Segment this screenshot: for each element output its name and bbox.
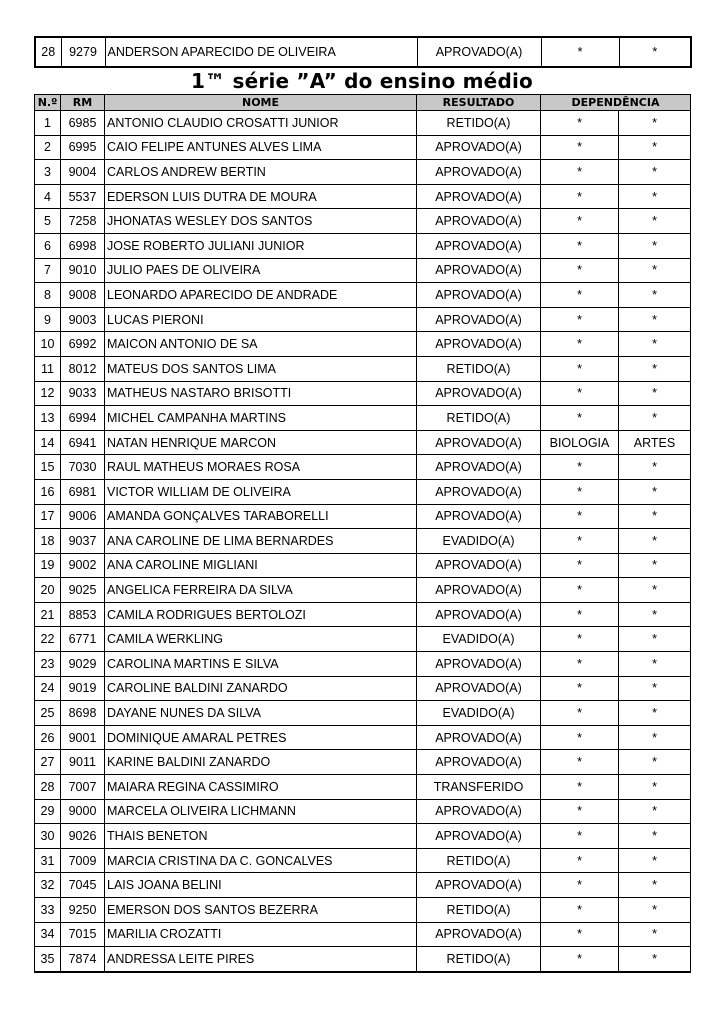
header-number: N.º (35, 95, 61, 111)
row-name: ANDRESSA LEITE PIRES (105, 947, 417, 972)
row-dependency-1: * (541, 824, 619, 849)
row-dependency-2: * (619, 701, 691, 726)
row-number: 9 (35, 307, 61, 332)
row-number: 34 (35, 922, 61, 947)
row-number: 20 (35, 578, 61, 603)
row-name: KARINE BALDINI ZANARDO (105, 750, 417, 775)
row-dependency-2: * (619, 307, 691, 332)
table-row (35, 209, 691, 234)
row-number: 11 (35, 356, 61, 381)
row-dependency-1: * (541, 701, 619, 726)
row-name: EDERSON LUIS DUTRA DE MOURA (105, 184, 417, 209)
row-result: APROVADO(A) (417, 184, 541, 209)
row-number: 17 (35, 504, 61, 529)
row-result: RETIDO(A) (417, 406, 541, 431)
table-row (35, 356, 691, 381)
row-dependency-2: * (619, 479, 691, 504)
row-number: 29 (35, 799, 61, 824)
table-row (35, 430, 691, 455)
row-rm: 6994 (61, 406, 105, 431)
row-dependency-1: * (541, 578, 619, 603)
row-dependency-2: * (619, 37, 691, 67)
row-rm: 9002 (61, 553, 105, 578)
row-dependency-1: * (541, 37, 619, 67)
page-title: 1™ série ”A” do ensino médio (191, 69, 533, 93)
table-row (35, 898, 691, 923)
table-row (35, 725, 691, 750)
row-result: EVADIDO(A) (417, 529, 541, 554)
row-rm: 7030 (61, 455, 105, 480)
row-dependency-1: * (541, 283, 619, 308)
row-result: APROVADO(A) (417, 652, 541, 677)
table-row (35, 111, 691, 136)
row-name: DOMINIQUE AMARAL PETRES (105, 725, 417, 750)
row-number: 26 (35, 725, 61, 750)
row-dependency-2: * (619, 504, 691, 529)
row-name: ANTONIO CLAUDIO CROSATTI JUNIOR (105, 111, 417, 136)
class-results-sheet (34, 36, 690, 973)
row-rm: 9010 (61, 258, 105, 283)
row-dependency-2: * (619, 455, 691, 480)
row-dependency-1: * (541, 725, 619, 750)
row-number: 13 (35, 406, 61, 431)
row-dependency-2: * (619, 627, 691, 652)
table-row (35, 529, 691, 554)
row-name: MARCELA OLIVEIRA LICHMANN (105, 799, 417, 824)
row-name: CAMILA WERKLING (105, 627, 417, 652)
row-rm: 7258 (61, 209, 105, 234)
table-row (35, 160, 691, 185)
row-rm: 6995 (61, 135, 105, 160)
row-dependency-2: * (619, 356, 691, 381)
row-dependency-1: * (541, 775, 619, 800)
row-dependency-1: BIOLOGIA (541, 430, 619, 455)
row-name: THAIS BENETON (105, 824, 417, 849)
row-dependency-1: * (541, 455, 619, 480)
row-rm: 6998 (61, 233, 105, 258)
row-name: AMANDA GONÇALVES TARABORELLI (105, 504, 417, 529)
row-result: TRANSFERIDO (417, 775, 541, 800)
table-row (35, 602, 691, 627)
row-number: 25 (35, 701, 61, 726)
row-result: APROVADO(A) (417, 332, 541, 357)
row-number: 7 (35, 258, 61, 283)
row-rm: 9000 (61, 799, 105, 824)
row-dependency-2: * (619, 209, 691, 234)
row-result: APROVADO(A) (417, 504, 541, 529)
table-row (35, 307, 691, 332)
table-row (35, 676, 691, 701)
row-name: MAIARA REGINA CASSIMIRO (105, 775, 417, 800)
row-dependency-2: * (619, 922, 691, 947)
table-row (35, 922, 691, 947)
row-number: 6 (35, 233, 61, 258)
row-dependency-2: * (619, 135, 691, 160)
row-dependency-2: * (619, 258, 691, 283)
row-number: 3 (35, 160, 61, 185)
row-name: MARCIA CRISTINA DA C. GONCALVES (105, 848, 417, 873)
row-name: LEONARDO APARECIDO DE ANDRADE (105, 283, 417, 308)
row-dependency-1: * (541, 184, 619, 209)
row-number: 35 (35, 947, 61, 972)
row-rm: 7874 (61, 947, 105, 972)
row-rm: 5537 (61, 184, 105, 209)
header-result: RESULTADO (417, 95, 541, 111)
students-table (34, 94, 691, 973)
row-number: 8 (35, 283, 61, 308)
row-rm: 7007 (61, 775, 105, 800)
row-number: 28 (35, 37, 61, 67)
row-result: RETIDO(A) (417, 848, 541, 873)
header-rm: RM (61, 95, 105, 111)
row-result: APROVADO(A) (417, 602, 541, 627)
row-number: 27 (35, 750, 61, 775)
table-row (35, 799, 691, 824)
previous-class-last-row-table (34, 36, 692, 68)
row-dependency-2: * (619, 578, 691, 603)
row-result: APROVADO(A) (417, 381, 541, 406)
row-result: APROVADO(A) (417, 750, 541, 775)
row-name: CAMILA RODRIGUES BERTOLOZI (105, 602, 417, 627)
row-rm: 6985 (61, 111, 105, 136)
row-number: 28 (35, 775, 61, 800)
row-dependency-1: * (541, 873, 619, 898)
table-row (35, 652, 691, 677)
row-result: APROVADO(A) (417, 160, 541, 185)
row-name: CARLOS ANDREW BERTIN (105, 160, 417, 185)
row-rm: 8698 (61, 701, 105, 726)
row-name: ANA CAROLINE DE LIMA BERNARDES (105, 529, 417, 554)
row-name: ANGELICA FERREIRA DA SILVA (105, 578, 417, 603)
row-dependency-2: * (619, 283, 691, 308)
row-name: MICHEL CAMPANHA MARTINS (105, 406, 417, 431)
row-result: APROVADO(A) (417, 479, 541, 504)
row-result: RETIDO(A) (417, 947, 541, 972)
table-row (35, 553, 691, 578)
row-dependency-1: * (541, 332, 619, 357)
row-dependency-2: * (619, 799, 691, 824)
row-rm: 8012 (61, 356, 105, 381)
row-result: APROVADO(A) (417, 676, 541, 701)
row-rm: 8853 (61, 602, 105, 627)
row-result: APROVADO(A) (417, 233, 541, 258)
row-number: 12 (35, 381, 61, 406)
row-rm: 9250 (61, 898, 105, 923)
row-dependency-1: * (541, 676, 619, 701)
table-row (35, 848, 691, 873)
row-name: VICTOR WILLIAM DE OLIVEIRA (105, 479, 417, 504)
row-name: JOSE ROBERTO JULIANI JUNIOR (105, 233, 417, 258)
row-rm: 9025 (61, 578, 105, 603)
row-rm: 9001 (61, 725, 105, 750)
row-dependency-2: * (619, 652, 691, 677)
row-rm: 9006 (61, 504, 105, 529)
row-dependency-1: * (541, 529, 619, 554)
row-dependency-1: * (541, 750, 619, 775)
row-rm: 7009 (61, 848, 105, 873)
row-name: MARILIA CROZATTI (105, 922, 417, 947)
row-rm: 6981 (61, 479, 105, 504)
row-number: 14 (35, 430, 61, 455)
row-dependency-1: * (541, 652, 619, 677)
row-dependency-1: * (541, 381, 619, 406)
row-dependency-1: * (541, 799, 619, 824)
row-name: CAROLINA MARTINS E SILVA (105, 652, 417, 677)
row-dependency-1: * (541, 553, 619, 578)
row-name: ANA CAROLINE MIGLIANI (105, 553, 417, 578)
row-result: APROVADO(A) (417, 307, 541, 332)
row-name: ANDERSON APARECIDO DE OLIVEIRA (105, 37, 417, 67)
row-dependency-1: * (541, 479, 619, 504)
row-dependency-2: * (619, 848, 691, 873)
row-number: 32 (35, 873, 61, 898)
row-dependency-1: * (541, 947, 619, 972)
row-rm: 9279 (61, 37, 105, 67)
row-dependency-2: * (619, 750, 691, 775)
row-result: APROVADO(A) (417, 430, 541, 455)
row-dependency-1: * (541, 504, 619, 529)
table-row (35, 233, 691, 258)
row-result: APROVADO(A) (417, 824, 541, 849)
row-rm: 7045 (61, 873, 105, 898)
row-rm: 9033 (61, 381, 105, 406)
row-number: 23 (35, 652, 61, 677)
row-name: EMERSON DOS SANTOS BEZERRA (105, 898, 417, 923)
row-result: APROVADO(A) (417, 135, 541, 160)
table-row (35, 283, 691, 308)
row-dependency-1: * (541, 307, 619, 332)
row-name: JHONATAS WESLEY DOS SANTOS (105, 209, 417, 234)
row-number: 2 (35, 135, 61, 160)
row-rm: 9029 (61, 652, 105, 677)
row-dependency-1: * (541, 209, 619, 234)
row-number: 33 (35, 898, 61, 923)
table-row (35, 406, 691, 431)
row-dependency-2: * (619, 775, 691, 800)
row-number: 10 (35, 332, 61, 357)
row-dependency-2: * (619, 553, 691, 578)
row-name: LUCAS PIERONI (105, 307, 417, 332)
row-result: EVADIDO(A) (417, 701, 541, 726)
row-name: MATEUS DOS SANTOS LIMA (105, 356, 417, 381)
table-row (35, 701, 691, 726)
row-rm: 9011 (61, 750, 105, 775)
row-dependency-2: * (619, 184, 691, 209)
row-dependency-2: * (619, 332, 691, 357)
table-row (35, 381, 691, 406)
row-rm: 6771 (61, 627, 105, 652)
table-header (35, 95, 691, 111)
row-dependency-2: * (619, 947, 691, 972)
row-result: RETIDO(A) (417, 898, 541, 923)
table-row (35, 775, 691, 800)
row-result: APROVADO(A) (417, 553, 541, 578)
row-dependency-2: ARTES (619, 430, 691, 455)
row-rm: 9019 (61, 676, 105, 701)
row-name: CAROLINE BALDINI ZANARDO (105, 676, 417, 701)
row-number: 21 (35, 602, 61, 627)
row-name: JULIO PAES DE OLIVEIRA (105, 258, 417, 283)
table-row (35, 750, 691, 775)
row-number: 19 (35, 553, 61, 578)
row-dependency-2: * (619, 160, 691, 185)
row-name: MAICON ANTONIO DE SA (105, 332, 417, 357)
row-number: 18 (35, 529, 61, 554)
row-dependency-1: * (541, 258, 619, 283)
table-row (35, 627, 691, 652)
table-row (35, 455, 691, 480)
table-row (35, 504, 691, 529)
row-dependency-2: * (619, 602, 691, 627)
row-number: 4 (35, 184, 61, 209)
row-dependency-2: * (619, 873, 691, 898)
row-number: 30 (35, 824, 61, 849)
row-rm: 9037 (61, 529, 105, 554)
table-row (35, 578, 691, 603)
row-dependency-1: * (541, 898, 619, 923)
row-dependency-1: * (541, 627, 619, 652)
table-row (35, 332, 691, 357)
row-result: APROVADO(A) (417, 725, 541, 750)
row-rm: 9026 (61, 824, 105, 849)
row-name: LAIS JOANA BELINI (105, 873, 417, 898)
header-name: NOME (105, 95, 417, 111)
table-row (35, 479, 691, 504)
table-row (35, 184, 691, 209)
row-dependency-1: * (541, 233, 619, 258)
row-name: NATAN HENRIQUE MARCON (105, 430, 417, 455)
table-row (35, 873, 691, 898)
row-number: 22 (35, 627, 61, 652)
table-row (35, 37, 691, 67)
row-dependency-2: * (619, 111, 691, 136)
row-dependency-2: * (619, 529, 691, 554)
row-name: CAIO FELIPE ANTUNES ALVES LIMA (105, 135, 417, 160)
row-dependency-2: * (619, 233, 691, 258)
row-dependency-1: * (541, 160, 619, 185)
row-result: RETIDO(A) (417, 356, 541, 381)
row-dependency-2: * (619, 406, 691, 431)
row-dependency-2: * (619, 676, 691, 701)
header-dependencia: DEPENDÊNCIA (541, 95, 691, 111)
row-result: APROVADO(A) (417, 922, 541, 947)
table-row (35, 824, 691, 849)
row-rm: 7015 (61, 922, 105, 947)
row-result: APROVADO(A) (417, 455, 541, 480)
row-number: 5 (35, 209, 61, 234)
row-rm: 6941 (61, 430, 105, 455)
row-name: DAYANE NUNES DA SILVA (105, 701, 417, 726)
row-dependency-2: * (619, 725, 691, 750)
row-number: 31 (35, 848, 61, 873)
row-number: 15 (35, 455, 61, 480)
table-row (35, 135, 691, 160)
row-number: 24 (35, 676, 61, 701)
row-dependency-1: * (541, 602, 619, 627)
students-table-body (35, 111, 691, 972)
row-dependency-1: * (541, 922, 619, 947)
row-result: APROVADO(A) (417, 873, 541, 898)
row-name: RAUL MATHEUS MORAES ROSA (105, 455, 417, 480)
row-dependency-2: * (619, 824, 691, 849)
row-name: MATHEUS NASTARO BRISOTTI (105, 381, 417, 406)
row-result: RETIDO(A) (417, 111, 541, 136)
row-rm: 6992 (61, 332, 105, 357)
row-dependency-1: * (541, 848, 619, 873)
row-dependency-2: * (619, 381, 691, 406)
row-dependency-1: * (541, 356, 619, 381)
row-result: APROVADO(A) (417, 209, 541, 234)
table-row (35, 947, 691, 972)
row-rm: 9003 (61, 307, 105, 332)
row-result: EVADIDO(A) (417, 627, 541, 652)
row-dependency-1: * (541, 111, 619, 136)
row-dependency-2: * (619, 898, 691, 923)
table-row (35, 258, 691, 283)
row-result: APROVADO(A) (417, 37, 541, 67)
row-result: APROVADO(A) (417, 799, 541, 824)
row-rm: 9004 (61, 160, 105, 185)
row-dependency-1: * (541, 135, 619, 160)
row-number: 1 (35, 111, 61, 136)
row-result: APROVADO(A) (417, 283, 541, 308)
row-result: APROVADO(A) (417, 258, 541, 283)
row-number: 16 (35, 479, 61, 504)
row-rm: 9008 (61, 283, 105, 308)
row-dependency-1: * (541, 406, 619, 431)
row-result: APROVADO(A) (417, 578, 541, 603)
